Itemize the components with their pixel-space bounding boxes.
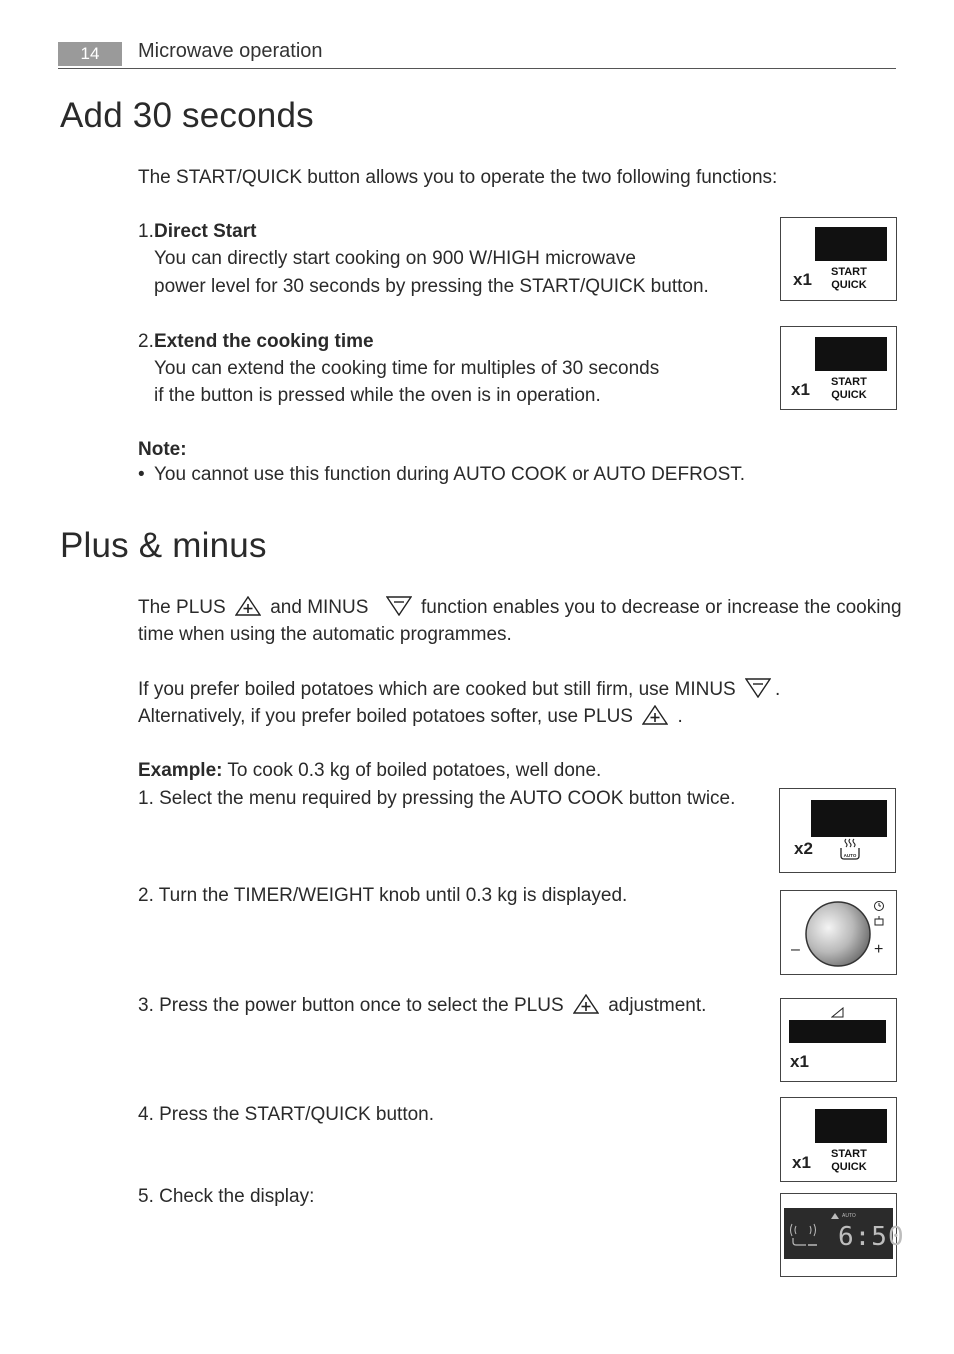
minus-label: – xyxy=(791,941,800,958)
note-bullet: • xyxy=(138,464,145,485)
plus-icon xyxy=(573,994,599,1014)
item2-line2: if the button is pressed while the oven is in operation. xyxy=(154,385,601,406)
minus-icon xyxy=(386,596,412,616)
power-plus-panel xyxy=(780,998,897,1082)
step-1: 1. Select the menu required by pressing the AUTO COOK button twice. xyxy=(138,788,736,809)
press-count: x1 xyxy=(792,1153,811,1172)
item1-line1: You can directly start cooking on 900 W/HIGH microwave xyxy=(154,248,636,269)
display-screen xyxy=(815,227,887,261)
step-2: 2. Turn the TIMER/WEIGHT knob until 0.3 kg is displayed. xyxy=(138,885,628,906)
display-screen xyxy=(815,1109,887,1143)
start-quick-panel-3 xyxy=(780,1097,897,1182)
plus-indicator-icon xyxy=(831,1007,845,1019)
example-line xyxy=(138,757,601,785)
display-screen xyxy=(789,1020,886,1043)
page-number: 14 xyxy=(58,42,122,66)
minus-icon xyxy=(745,678,771,698)
intro-text: The START/QUICK button allows you to operate the two following functions: xyxy=(138,167,778,188)
press-count: x1 xyxy=(790,1052,809,1071)
plus-minus-paragraph-line2: time when using the automatic programmes. xyxy=(138,624,512,645)
timer-weight-knob[interactable] xyxy=(803,899,873,969)
item1-number: 1. xyxy=(138,221,154,242)
step-5: 5. Check the display: xyxy=(138,1186,315,1207)
auto-cook-display-icon xyxy=(788,1220,818,1250)
example-label: Example: xyxy=(138,760,223,781)
section-title-add-30-seconds: Add 30 seconds xyxy=(60,96,314,135)
start-quick-panel-2 xyxy=(780,326,897,410)
plus-indicator-icon xyxy=(831,1213,839,1219)
start-quick-button[interactable]: START QUICK xyxy=(831,266,867,291)
item1-title: Direct Start xyxy=(154,221,257,242)
firm-potatoes-line: If you prefer boiled potatoes which are cooked but still firm, use MINUS . xyxy=(138,679,781,700)
auto-cook-panel xyxy=(779,788,896,873)
note-text: You cannot use this function during AUTO COOK or AUTO DEFROST. xyxy=(154,464,746,485)
item2-line1: You can extend the cooking time for multiples of 30 seconds xyxy=(154,358,660,379)
clock-icon xyxy=(873,900,885,912)
section-header: Microwave operation xyxy=(138,40,323,62)
auto-indicator: AUTO xyxy=(842,1213,856,1219)
plus-icon xyxy=(235,596,261,616)
display-check-panel xyxy=(780,1193,905,1277)
time-readout: 6:50 xyxy=(838,1222,905,1252)
plus-icon xyxy=(642,705,668,725)
start-quick-button[interactable]: START QUICK xyxy=(831,376,867,401)
svg-text:AUTO: AUTO xyxy=(843,853,857,858)
press-count: x1 xyxy=(793,270,812,289)
header-rule xyxy=(58,68,896,69)
example-text: To cook 0.3 kg of boiled potatoes, well done. xyxy=(227,760,602,781)
weight-icon xyxy=(873,915,885,927)
step-4: 4. Press the START/QUICK button. xyxy=(138,1104,435,1125)
start-quick-button[interactable]: START QUICK xyxy=(831,1148,867,1173)
result-display xyxy=(784,1208,905,1259)
plus-minus-paragraph-line1: The PLUS and MINUS function enables you to decrease or increase the cooking xyxy=(138,597,902,618)
timer-weight-knob-panel xyxy=(780,890,897,975)
press-count: x2 xyxy=(794,839,813,858)
step-3: 3. Press the power button once to select the PLUS adjustment. xyxy=(138,995,707,1016)
plus-label: + xyxy=(874,941,884,958)
note-title: Note: xyxy=(138,439,187,460)
soft-potatoes-line: Alternatively, if you prefer boiled potatoes softer, use PLUS . xyxy=(138,706,683,727)
auto-cook-icon[interactable] xyxy=(838,837,862,861)
item1-line2: power level for 30 seconds by pressing the START/QUICK button. xyxy=(154,276,709,297)
item2-title: Extend the cooking time xyxy=(154,331,374,352)
start-quick-panel-1 xyxy=(780,217,897,301)
display-screen xyxy=(815,337,887,371)
display-screen xyxy=(811,800,887,837)
item2-number: 2. xyxy=(138,331,154,352)
section-title-plus-minus: Plus & minus xyxy=(60,526,267,565)
press-count: x1 xyxy=(791,380,810,399)
